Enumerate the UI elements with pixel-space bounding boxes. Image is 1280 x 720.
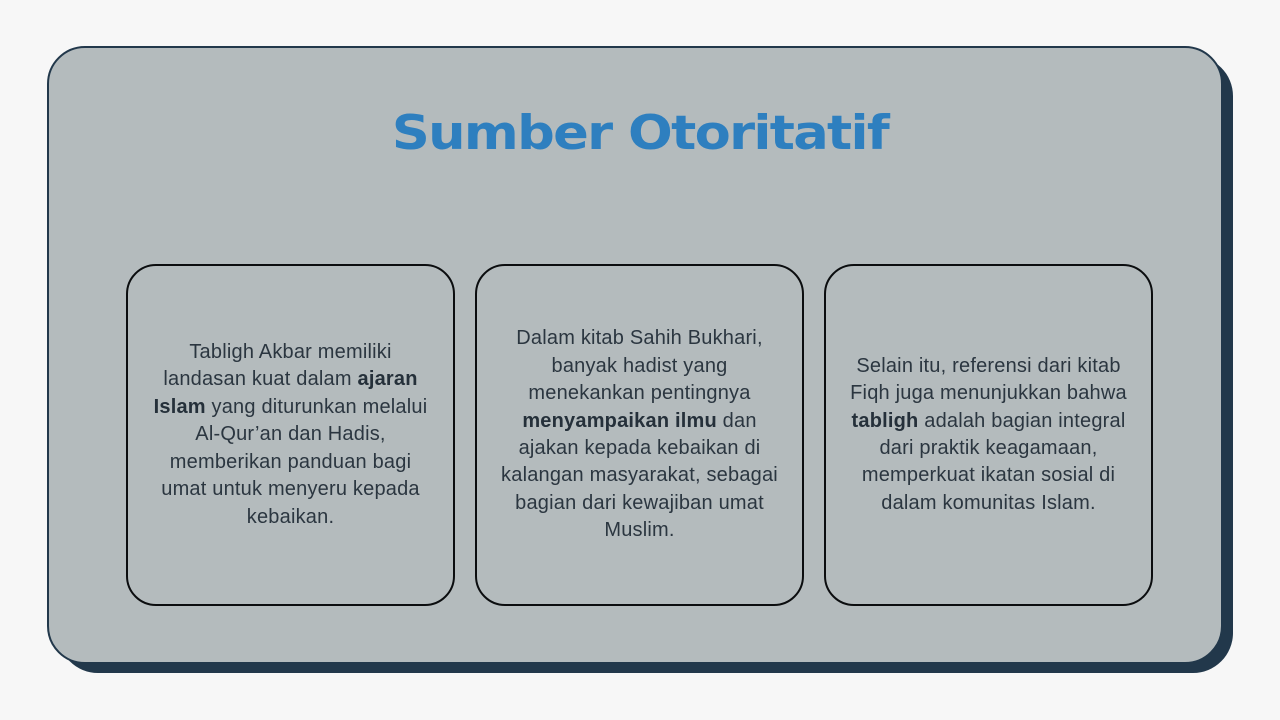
card-text-highlight: ajaran Islam xyxy=(153,368,418,418)
info-card-kitab-fiqh xyxy=(824,264,1153,606)
card-text-highlight: menyampaikan ilmu xyxy=(522,409,717,432)
card-text-highlight: tabligh xyxy=(851,409,919,432)
card-text xyxy=(477,325,802,544)
slide-title: Sumber Otoritatif xyxy=(391,106,889,161)
card-text-segment: yang diturunkan melalui Al-Qur’an dan Hadis, memberikan panduan bagi umat untuk menyeru kepada kebaikan. xyxy=(161,395,428,528)
info-card-al-quran-hadis xyxy=(126,264,455,606)
card-text-segment: Dalam kitab Sahih Bukhari, banyak hadist yang menekankan pentingnya xyxy=(516,327,763,405)
card-text xyxy=(826,353,1151,517)
card-text-segment: dan ajakan kepada kebaikan di kalangan masyarakat, sebagai bagian dari kewajiban umat Muslim. xyxy=(501,409,778,542)
card-text xyxy=(128,339,453,531)
card-text-segment: adalah bagian integral dari praktik keagamaan, memperkuat ikatan sosial di dalam komunitas Islam. xyxy=(861,409,1126,514)
info-card-sahih-bukhari xyxy=(475,264,804,606)
card-text-segment: Selain itu, referensi dari kitab Fiqh juga menunjukkan bahwa xyxy=(850,354,1127,405)
card-text-segment: Tabligh Akbar memiliki landasan kuat dalam xyxy=(163,341,392,391)
